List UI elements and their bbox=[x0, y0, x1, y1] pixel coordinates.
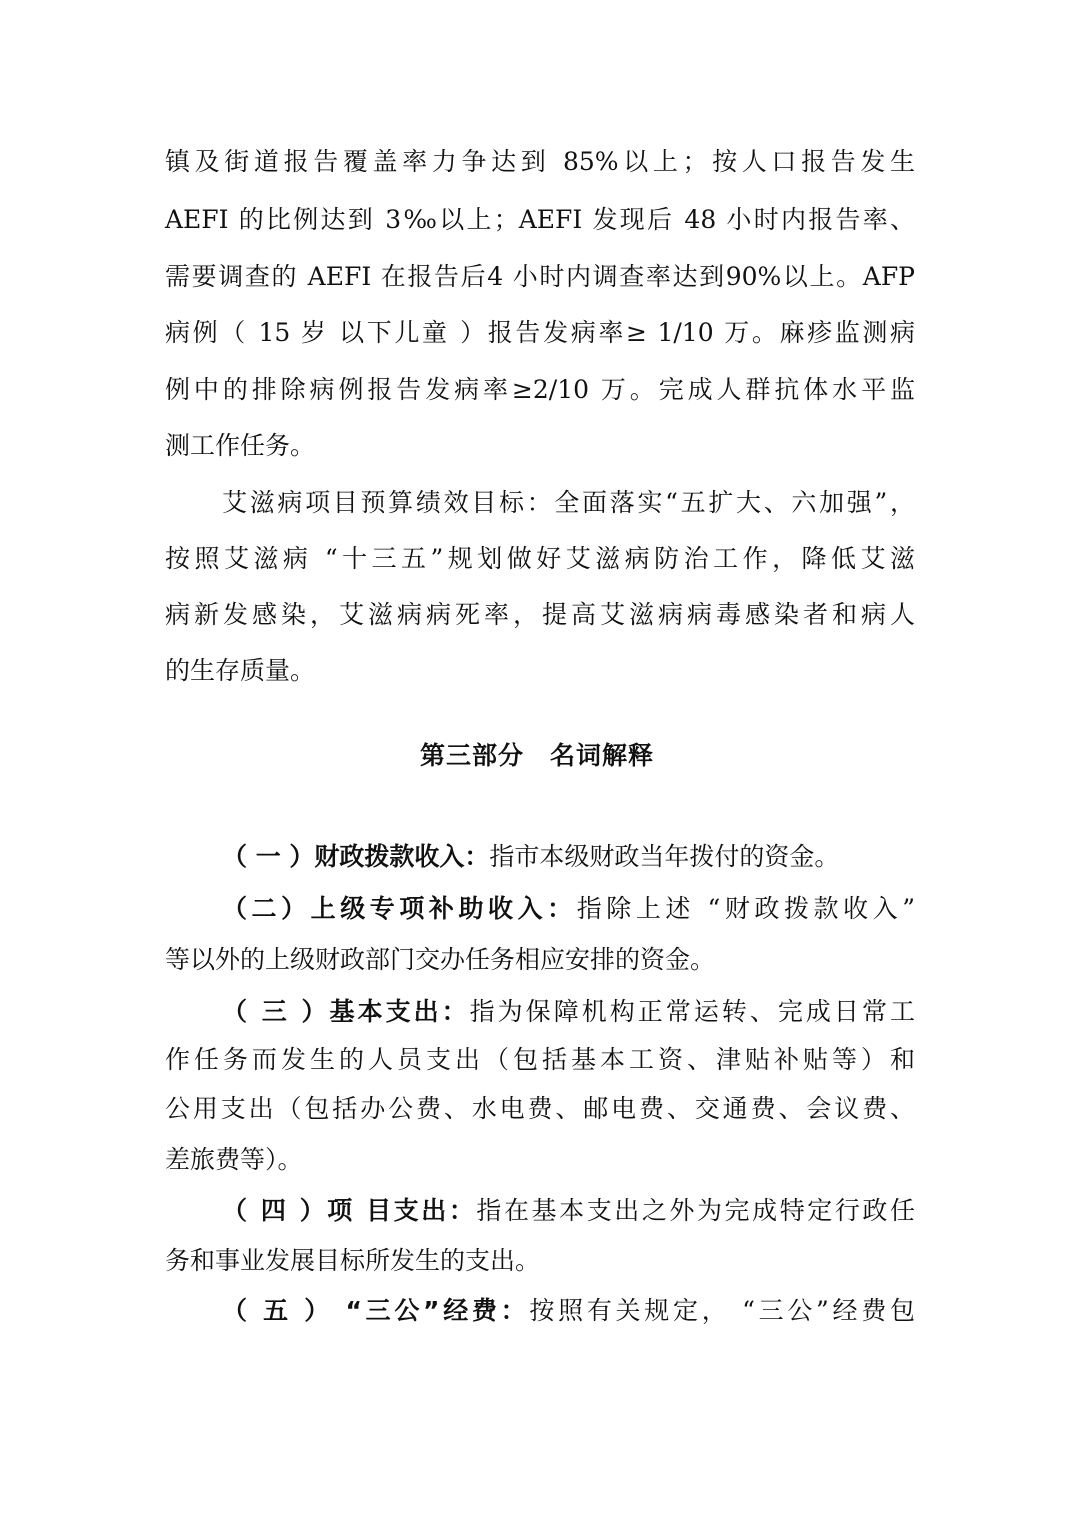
definition-text: 指在基本支出之外为完成特定行政任 bbox=[476, 1196, 915, 1225]
definition-text: 指为保障机构正常运转、完成日常工 bbox=[469, 997, 915, 1026]
definition-item bbox=[222, 833, 915, 881]
definition-item bbox=[222, 1287, 915, 1335]
definition-item bbox=[222, 1187, 915, 1235]
paragraph-line: 测工作任务。 bbox=[165, 431, 316, 460]
definition-term: （二）上级专项补助收入： bbox=[222, 894, 577, 923]
paragraph-line: 需要调查的 AEFI 在报告后4 小时内调查率达到90%以上。AFP bbox=[165, 262, 915, 291]
paragraph-line: 镇及街道报告覆盖率力争达到 85%以上；按人口报告发生 bbox=[165, 147, 915, 176]
paragraph-line: 例中的排除病例报告发病率≥2/10 万。完成人群抗体水平监 bbox=[165, 375, 915, 404]
definition-line: 作任务而发生的人员支出（包括基本工资、津贴补贴等）和 bbox=[165, 1045, 915, 1074]
definition-text: 指市本级财政当年拨付的资金。 bbox=[489, 842, 840, 871]
definition-term: （ 三 ）基本支出： bbox=[222, 997, 470, 1026]
paragraph-line: 的生存质量。 bbox=[165, 656, 316, 685]
definition-line: 公用支出（包括办公费、水电费、邮电费、交通费、会议费、 bbox=[165, 1094, 915, 1123]
paragraph-line: 病例（ 15 岁 以下儿童 ）报告发病率≥ 1/10 万。麻疹监测病 bbox=[165, 318, 915, 347]
paragraph-line: 病新发感染，艾滋病病死率，提高艾滋病病毒感染者和病人 bbox=[165, 600, 915, 629]
definition-text: 指除上述 “财政拨款收入” bbox=[576, 894, 915, 923]
section-heading: 第三部分 名词解释 bbox=[419, 741, 654, 770]
definition-term: （ 五 ） “三公”经费： bbox=[222, 1296, 530, 1325]
paragraph-line: AEFI 的比例达到 3‰以上；AEFI 发现后 48 小时内报告率、 bbox=[165, 205, 915, 234]
definition-term: （ 四 ）项 目支出： bbox=[222, 1196, 477, 1225]
definition-line: 务和事业发展目标所发生的支出。 bbox=[165, 1246, 541, 1275]
definition-term: （ 一 ）财政拨款收入： bbox=[222, 842, 490, 871]
definition-text: 按照有关规定， “三公”经费包 bbox=[529, 1296, 915, 1325]
paragraph-line: 按照艾滋病 “十三五”规划做好艾滋病防治工作，降低艾滋 bbox=[165, 544, 915, 573]
definition-item bbox=[222, 988, 915, 1036]
paragraph-line: 艾滋病项目预算绩效目标：全面落实“五扩大、六加强”， bbox=[222, 488, 915, 517]
definition-line: 等以外的上级财政部门交办任务相应安排的资金。 bbox=[165, 945, 716, 974]
definition-line: 差旅费等）。 bbox=[165, 1145, 303, 1174]
definition-item bbox=[222, 885, 915, 933]
